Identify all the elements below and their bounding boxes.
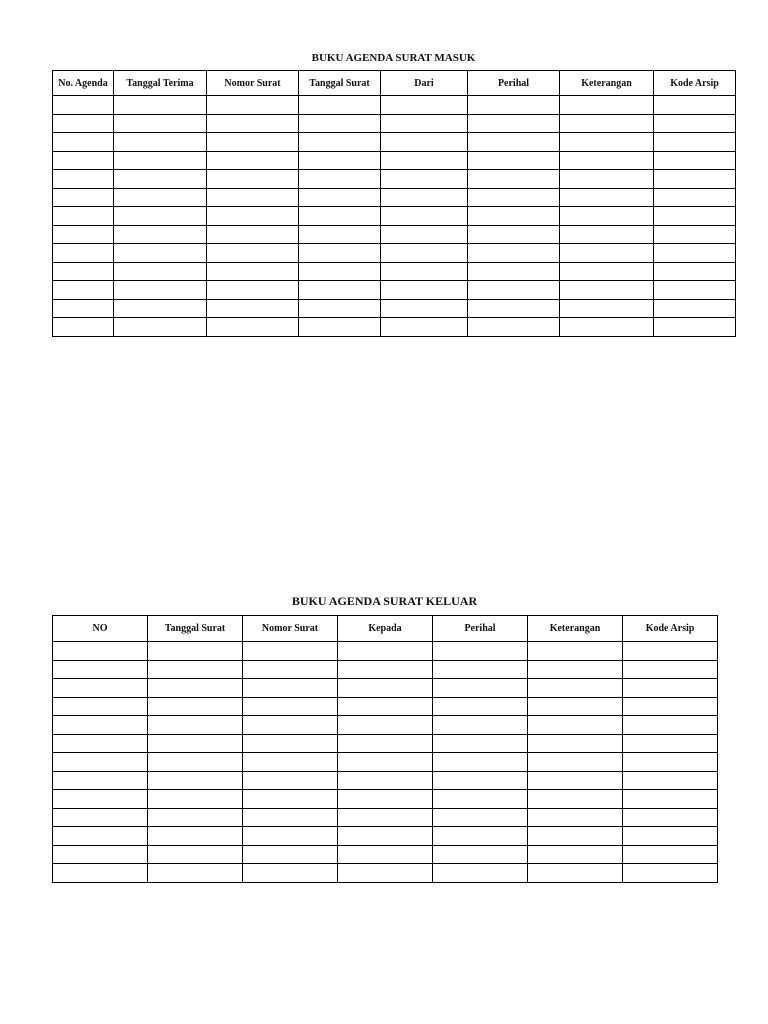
- table-row: [53, 753, 718, 772]
- table-cell[interactable]: [468, 318, 560, 337]
- table-cell[interactable]: [623, 734, 718, 753]
- table-cell[interactable]: [433, 697, 528, 716]
- column-header: Kode Arsip: [623, 616, 718, 642]
- table-cell[interactable]: [433, 642, 528, 661]
- table-cell[interactable]: [468, 281, 560, 300]
- table-cell[interactable]: [53, 188, 114, 207]
- table-cell[interactable]: [560, 262, 654, 281]
- table-cell[interactable]: [654, 318, 736, 337]
- table-cell[interactable]: [53, 864, 148, 883]
- table-cell[interactable]: [468, 207, 560, 226]
- table-cell[interactable]: [468, 262, 560, 281]
- table-cell[interactable]: [338, 808, 433, 827]
- table-cell[interactable]: [560, 96, 654, 115]
- table-cell[interactable]: [207, 299, 299, 318]
- table-cell[interactable]: [468, 188, 560, 207]
- table-cell[interactable]: [299, 114, 381, 133]
- table-cell[interactable]: [207, 225, 299, 244]
- table-cell[interactable]: [243, 679, 338, 698]
- table-cell[interactable]: [338, 845, 433, 864]
- table-cell[interactable]: [299, 96, 381, 115]
- column-header: Tanggal Surat: [299, 71, 381, 96]
- table-cell[interactable]: [560, 114, 654, 133]
- table-cell[interactable]: [243, 864, 338, 883]
- table-cell[interactable]: [53, 96, 114, 115]
- column-header: Kode Arsip: [654, 71, 736, 96]
- table-cell[interactable]: [299, 299, 381, 318]
- table-cell[interactable]: [53, 114, 114, 133]
- column-header: Nomor Surat: [243, 616, 338, 642]
- table-cell[interactable]: [207, 96, 299, 115]
- table-cell[interactable]: [381, 318, 468, 337]
- table-cell[interactable]: [433, 753, 528, 772]
- surat-masuk-section: [52, 51, 735, 337]
- table-cell[interactable]: [53, 734, 148, 753]
- table-row: [53, 170, 736, 189]
- table-cell[interactable]: [207, 188, 299, 207]
- table-cell[interactable]: [148, 642, 243, 661]
- table-cell[interactable]: [114, 318, 207, 337]
- table-cell[interactable]: [53, 262, 114, 281]
- column-header: Tanggal Terima: [114, 71, 207, 96]
- table-row: [53, 207, 736, 226]
- table-cell[interactable]: [560, 207, 654, 226]
- column-header: Kepada: [338, 616, 433, 642]
- table-row: [53, 318, 736, 337]
- table-cell[interactable]: [207, 151, 299, 170]
- table-cell[interactable]: [53, 225, 114, 244]
- table-cell[interactable]: [433, 660, 528, 679]
- column-header: Perihal: [433, 616, 528, 642]
- table-cell[interactable]: [299, 151, 381, 170]
- table-cell[interactable]: [654, 133, 736, 152]
- table-cell[interactable]: [381, 151, 468, 170]
- table-header-row: [53, 71, 736, 96]
- table-cell[interactable]: [433, 790, 528, 809]
- table-cell[interactable]: [433, 827, 528, 846]
- table-cell[interactable]: [528, 734, 623, 753]
- table-cell[interactable]: [299, 281, 381, 300]
- table-cell[interactable]: [528, 660, 623, 679]
- table-cell[interactable]: [299, 225, 381, 244]
- table-cell[interactable]: [468, 151, 560, 170]
- table-cell[interactable]: [433, 864, 528, 883]
- table-cell[interactable]: [528, 642, 623, 661]
- table-row: [53, 244, 736, 263]
- table-cell[interactable]: [433, 771, 528, 790]
- table-cell[interactable]: [433, 845, 528, 864]
- table-cell[interactable]: [114, 244, 207, 263]
- table-cell[interactable]: [528, 827, 623, 846]
- table-cell[interactable]: [381, 225, 468, 244]
- table-row: [53, 188, 736, 207]
- surat-masuk-title: BUKU AGENDA SURAT MASUK: [311, 52, 476, 64]
- table-row: [53, 642, 718, 661]
- table-cell[interactable]: [528, 808, 623, 827]
- table-row: [53, 808, 718, 827]
- table-cell[interactable]: [560, 188, 654, 207]
- table-cell[interactable]: [468, 133, 560, 152]
- table-cell[interactable]: [338, 716, 433, 735]
- table-cell[interactable]: [468, 225, 560, 244]
- table-cell[interactable]: [53, 244, 114, 263]
- table-cell[interactable]: [207, 318, 299, 337]
- table-cell[interactable]: [53, 170, 114, 189]
- table-cell[interactable]: [528, 864, 623, 883]
- table-cell[interactable]: [114, 299, 207, 318]
- table-cell[interactable]: [654, 96, 736, 115]
- table-cell[interactable]: [623, 845, 718, 864]
- table-cell[interactable]: [299, 262, 381, 281]
- table-cell[interactable]: [114, 281, 207, 300]
- table-cell[interactable]: [243, 734, 338, 753]
- table-cell[interactable]: [114, 225, 207, 244]
- table-cell[interactable]: [207, 170, 299, 189]
- table-cell[interactable]: [53, 660, 148, 679]
- table-row: [53, 845, 718, 864]
- table-cell[interactable]: [433, 808, 528, 827]
- table-row: [53, 660, 718, 679]
- table-cell[interactable]: [623, 716, 718, 735]
- table-cell[interactable]: [207, 133, 299, 152]
- table-cell[interactable]: [433, 679, 528, 698]
- table-cell[interactable]: [243, 660, 338, 679]
- table-cell[interactable]: [114, 207, 207, 226]
- table-cell[interactable]: [148, 845, 243, 864]
- table-cell[interactable]: [338, 827, 433, 846]
- table-cell[interactable]: [468, 170, 560, 189]
- table-cell[interactable]: [114, 133, 207, 152]
- table-cell[interactable]: [560, 151, 654, 170]
- table-cell[interactable]: [53, 716, 148, 735]
- table-row: [53, 299, 736, 318]
- column-header: Dari: [381, 71, 468, 96]
- table-cell[interactable]: [243, 642, 338, 661]
- table-row: [53, 281, 736, 300]
- table-cell[interactable]: [299, 207, 381, 226]
- table-cell[interactable]: [381, 281, 468, 300]
- table-cell[interactable]: [338, 771, 433, 790]
- table-cell[interactable]: [560, 133, 654, 152]
- table-cell[interactable]: [528, 679, 623, 698]
- table-cell[interactable]: [207, 114, 299, 133]
- table-cell[interactable]: [114, 170, 207, 189]
- table-cell[interactable]: [148, 697, 243, 716]
- table-cell[interactable]: [148, 827, 243, 846]
- table-cell[interactable]: [381, 133, 468, 152]
- table-cell[interactable]: [528, 697, 623, 716]
- table-row: [53, 827, 718, 846]
- table-cell[interactable]: [53, 753, 148, 772]
- table-cell[interactable]: [528, 790, 623, 809]
- table-cell[interactable]: [654, 244, 736, 263]
- table-cell[interactable]: [114, 188, 207, 207]
- table-cell[interactable]: [243, 716, 338, 735]
- table-cell[interactable]: [623, 864, 718, 883]
- table-cell[interactable]: [623, 697, 718, 716]
- table-row: [53, 262, 736, 281]
- table-cell[interactable]: [148, 790, 243, 809]
- column-header: No. Agenda: [53, 71, 114, 96]
- table-cell[interactable]: [528, 845, 623, 864]
- table-cell[interactable]: [243, 827, 338, 846]
- table-row: [53, 133, 736, 152]
- table-cell[interactable]: [338, 679, 433, 698]
- column-header: Perihal: [468, 71, 560, 96]
- table-cell[interactable]: [53, 790, 148, 809]
- table-cell[interactable]: [654, 170, 736, 189]
- table-cell[interactable]: [53, 679, 148, 698]
- table-cell[interactable]: [53, 299, 114, 318]
- table-cell[interactable]: [53, 771, 148, 790]
- table-cell[interactable]: [148, 753, 243, 772]
- table-cell[interactable]: [148, 771, 243, 790]
- table-cell[interactable]: [53, 151, 114, 170]
- table-cell[interactable]: [338, 734, 433, 753]
- table-row: [53, 151, 736, 170]
- table-cell[interactable]: [243, 808, 338, 827]
- table-cell[interactable]: [53, 318, 114, 337]
- table-cell[interactable]: [560, 281, 654, 300]
- table-cell[interactable]: [654, 262, 736, 281]
- table-cell[interactable]: [654, 188, 736, 207]
- table-cell[interactable]: [53, 207, 114, 226]
- table-cell[interactable]: [338, 697, 433, 716]
- table-cell[interactable]: [338, 642, 433, 661]
- table-cell[interactable]: [560, 318, 654, 337]
- surat-masuk-table: [52, 70, 736, 337]
- table-cell[interactable]: [468, 299, 560, 318]
- table-cell[interactable]: [468, 244, 560, 263]
- table-cell[interactable]: [338, 753, 433, 772]
- table-cell[interactable]: [381, 96, 468, 115]
- table-cell[interactable]: [299, 318, 381, 337]
- table-cell[interactable]: [654, 151, 736, 170]
- surat-keluar-table: [52, 615, 718, 883]
- table-header-row: [53, 616, 718, 642]
- table-cell[interactable]: [148, 660, 243, 679]
- table-cell[interactable]: [381, 114, 468, 133]
- table-cell[interactable]: [53, 697, 148, 716]
- table-cell[interactable]: [381, 188, 468, 207]
- table-cell[interactable]: [114, 114, 207, 133]
- table-cell[interactable]: [623, 827, 718, 846]
- table-cell[interactable]: [381, 244, 468, 263]
- table-cell[interactable]: [623, 660, 718, 679]
- table-row: [53, 96, 736, 115]
- table-cell[interactable]: [381, 299, 468, 318]
- table-cell[interactable]: [560, 225, 654, 244]
- column-header: Nomor Surat: [207, 71, 299, 96]
- table-cell[interactable]: [114, 96, 207, 115]
- table-row: [53, 864, 718, 883]
- table-cell[interactable]: [381, 207, 468, 226]
- table-cell[interactable]: [381, 170, 468, 189]
- table-cell[interactable]: [148, 716, 243, 735]
- column-header: Keterangan: [560, 71, 654, 96]
- table-cell[interactable]: [148, 864, 243, 883]
- table-cell[interactable]: [654, 207, 736, 226]
- table-cell[interactable]: [53, 642, 148, 661]
- table-cell[interactable]: [299, 188, 381, 207]
- table-cell[interactable]: [623, 679, 718, 698]
- table-cell[interactable]: [560, 244, 654, 263]
- table-cell[interactable]: [654, 281, 736, 300]
- table-cell[interactable]: [560, 170, 654, 189]
- table-cell[interactable]: [243, 753, 338, 772]
- table-cell[interactable]: [338, 864, 433, 883]
- table-cell[interactable]: [654, 225, 736, 244]
- table-cell[interactable]: [243, 790, 338, 809]
- table-cell[interactable]: [433, 734, 528, 753]
- table-cell[interactable]: [148, 808, 243, 827]
- table-row: [53, 716, 718, 735]
- table-cell[interactable]: [623, 790, 718, 809]
- table-cell[interactable]: [381, 262, 468, 281]
- table-cell[interactable]: [53, 133, 114, 152]
- table-cell[interactable]: [53, 845, 148, 864]
- table-cell[interactable]: [528, 753, 623, 772]
- table-cell[interactable]: [114, 262, 207, 281]
- table-cell[interactable]: [338, 660, 433, 679]
- table-cell[interactable]: [654, 114, 736, 133]
- table-cell[interactable]: [468, 114, 560, 133]
- table-cell[interactable]: [623, 753, 718, 772]
- table-cell[interactable]: [148, 679, 243, 698]
- table-cell[interactable]: [207, 244, 299, 263]
- table-cell[interactable]: [299, 170, 381, 189]
- table-cell[interactable]: [528, 716, 623, 735]
- table-row: [53, 790, 718, 809]
- table-row: [53, 225, 736, 244]
- table-cell[interactable]: [433, 716, 528, 735]
- table-cell[interactable]: [243, 771, 338, 790]
- table-cell[interactable]: [53, 808, 148, 827]
- table-cell[interactable]: [468, 96, 560, 115]
- table-cell[interactable]: [53, 827, 148, 846]
- table-cell[interactable]: [623, 808, 718, 827]
- column-header: Tanggal Surat: [148, 616, 243, 642]
- table-row: [53, 114, 736, 133]
- table-cell[interactable]: [243, 697, 338, 716]
- table-row: [53, 697, 718, 716]
- table-cell[interactable]: [207, 207, 299, 226]
- table-cell[interactable]: [53, 281, 114, 300]
- surat-keluar-section: [52, 593, 717, 883]
- table-cell[interactable]: [528, 771, 623, 790]
- table-cell[interactable]: [623, 771, 718, 790]
- table-cell[interactable]: [654, 299, 736, 318]
- table-row: [53, 771, 718, 790]
- table-cell[interactable]: [338, 790, 433, 809]
- table-cell[interactable]: [148, 734, 243, 753]
- table-row: [53, 734, 718, 753]
- table-cell[interactable]: [299, 244, 381, 263]
- surat-keluar-title: BUKU AGENDA SURAT KELUAR: [291, 594, 478, 608]
- column-header: NO: [53, 616, 148, 642]
- table-cell[interactable]: [207, 281, 299, 300]
- table-cell[interactable]: [207, 262, 299, 281]
- table-cell[interactable]: [623, 642, 718, 661]
- table-cell[interactable]: [114, 151, 207, 170]
- table-cell[interactable]: [243, 845, 338, 864]
- table-row: [53, 679, 718, 698]
- table-cell[interactable]: [560, 299, 654, 318]
- column-header: Keterangan: [528, 616, 623, 642]
- table-cell[interactable]: [299, 133, 381, 152]
